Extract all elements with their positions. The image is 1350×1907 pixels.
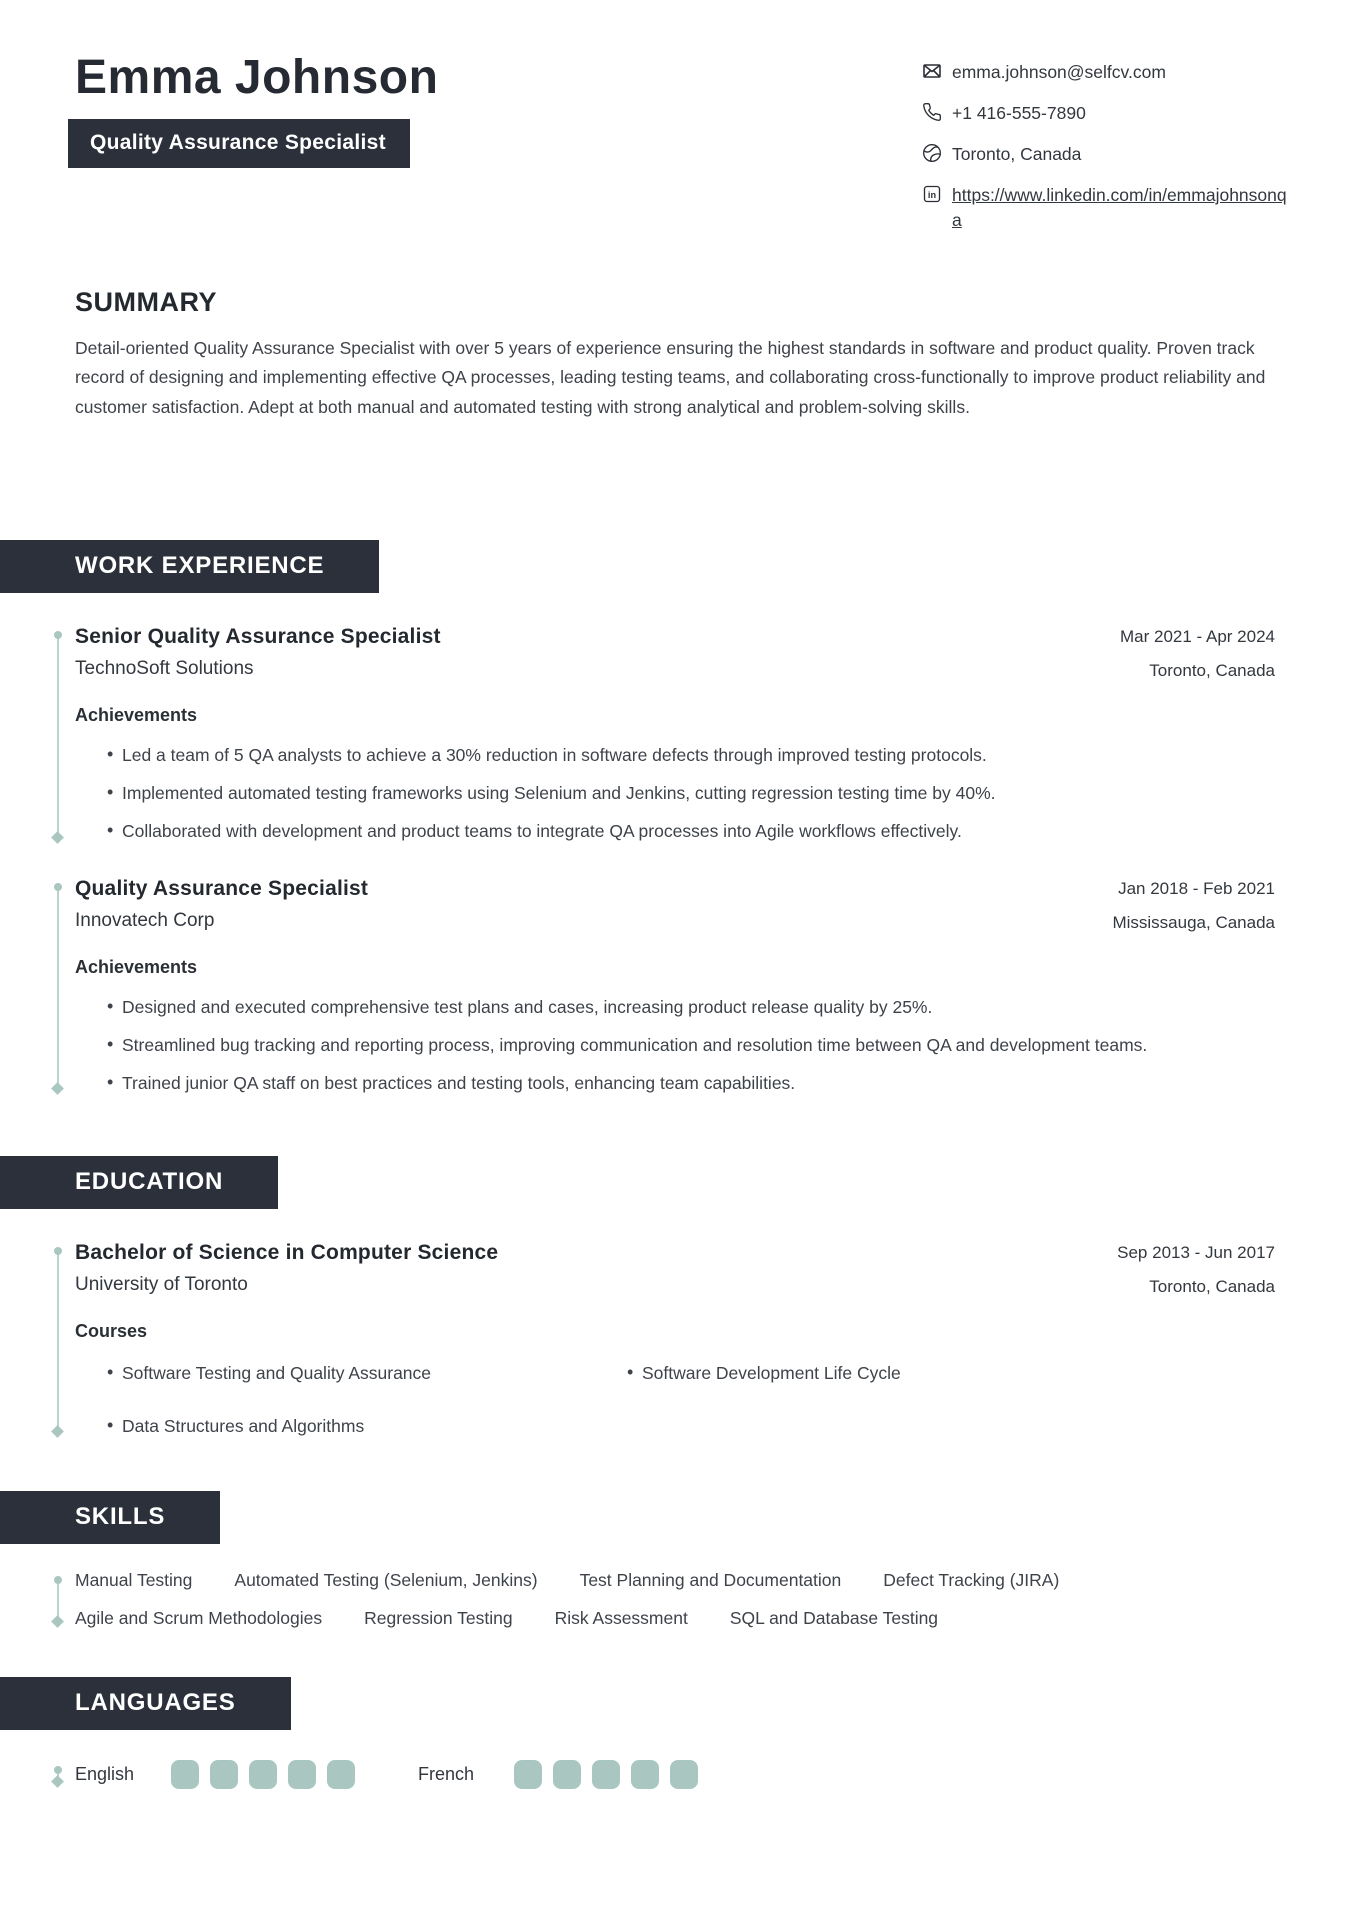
education-entry-head (75, 1241, 1275, 1297)
timeline-marker (57, 635, 59, 837)
education-dates: Sep 2013 - Jun 2017 (1117, 1243, 1275, 1263)
svg-text:in: in (927, 189, 937, 200)
skill-item: SQL and Database Testing (729, 1607, 939, 1628)
summary-text: Detail-oriented Quality Assurance Specialist with over 5 years of experience ensuring the highest standards in software and product quality. Proven track record of designing and implementing effective QA processes, leading testing teams, and collaborating cross-functionally to improve product reliability and customer satisfaction. Adept at both manual and automated testing with strong analytical and problem-solving skills. (75, 337, 1266, 417)
language-level-french (514, 1760, 709, 1789)
job-dates: Jan 2018 - Feb 2021 (1118, 878, 1275, 898)
phone-icon (922, 101, 952, 127)
globe-icon (922, 142, 952, 168)
skill-item: Risk Assessment (554, 1607, 688, 1628)
degree-title: Bachelor of Science in Computer Science (75, 1241, 499, 1265)
school-name: University of Toronto (75, 1274, 248, 1296)
achievement-item: • Collaborated with development and product teams to integrate QA processes into Agile workflows effectively. (75, 818, 1272, 844)
achievements-label: Achievements (75, 704, 198, 725)
work-experience-heading: WORK EXPERIENCE (0, 540, 379, 593)
job-title-badge: Quality Assurance Specialist (68, 119, 410, 168)
language-level-square (514, 1760, 542, 1789)
contact-list (922, 52, 1290, 249)
skill-item: Agile and Scrum Methodologies (75, 1607, 323, 1628)
skills-row-2 (75, 1608, 1275, 1629)
skills-block (57, 1570, 1275, 1629)
achievements-label: Achievements (75, 956, 198, 977)
achievement-item: • Led a team of 5 QA analysts to achieve a 30% reduction in software defects through improved testing protocols. (75, 742, 1272, 768)
skills-row-1 (75, 1570, 1275, 1591)
language-level-square (288, 1760, 316, 1789)
contact-phone-row (922, 101, 1290, 127)
header (0, 0, 1350, 249)
achievements-list (75, 994, 1275, 1097)
job-company: Innovatech Corp (75, 909, 215, 931)
job-company: TechnoSoft Solutions (75, 657, 254, 679)
skill-item: Manual Testing (75, 1569, 193, 1590)
work-entry-2 (57, 877, 1275, 1097)
job-title: Quality Assurance Specialist (75, 876, 369, 900)
achievements-list (75, 742, 1275, 845)
language-level-square (553, 1760, 581, 1789)
contact-email-row (922, 60, 1290, 86)
job-location: Toronto, Canada (1149, 660, 1275, 680)
timeline-marker (57, 887, 59, 1089)
summary-section (75, 287, 1275, 422)
timeline-marker (57, 1251, 59, 1431)
language-level-square (631, 1760, 659, 1789)
language-level-square (210, 1760, 238, 1789)
header-identity (75, 52, 438, 249)
language-level-square (327, 1760, 355, 1789)
education-heading: EDUCATION (0, 1156, 278, 1209)
work-entry-2-right (1112, 877, 1275, 933)
skill-item: Automated Testing (Selenium, Jenkins) (234, 1569, 538, 1590)
skill-item: Defect Tracking (JIRA) (883, 1569, 1060, 1590)
course-item: • Software Testing and Quality Assurance (75, 1360, 595, 1386)
person-name: Emma Johnson (75, 51, 439, 104)
education-entry-right (1117, 1241, 1275, 1297)
languages-heading: LANGUAGES (0, 1677, 291, 1730)
courses-label: Courses (75, 1321, 148, 1342)
work-entry-2-head (75, 877, 1275, 933)
languages-block (57, 1760, 1275, 1789)
linkedin-icon (922, 183, 952, 209)
envelope-icon (922, 60, 952, 86)
achievement-item: • Streamlined bug tracking and reporting process, improving communication and resolution time between QA and development teams. (75, 1032, 1272, 1058)
skills-heading: SKILLS (0, 1491, 220, 1544)
contact-phone-text: +1 416-555-7890 (952, 103, 1086, 123)
timeline-marker (57, 1770, 59, 1781)
job-location: Mississauga, Canada (1112, 912, 1275, 932)
course-item: • Data Structures and Algorithms (75, 1413, 595, 1439)
education-location: Toronto, Canada (1149, 1277, 1275, 1297)
language-level-square (670, 1760, 698, 1789)
contact-location-text: Toronto, Canada (952, 144, 1082, 164)
achievement-item: • Designed and executed comprehensive test plans and cases, increasing product release quality by 25%. (75, 994, 1272, 1020)
job-title: Senior Quality Assurance Specialist (75, 624, 441, 648)
contact-email-text: emma.johnson@selfcv.com (952, 62, 1166, 82)
language-level-square (592, 1760, 620, 1789)
linkedin-link[interactable]: https://www.linkedin.com/in/emmajohnsonqa (952, 185, 1287, 231)
work-entry-2-left (75, 877, 368, 932)
work-entry-1 (57, 625, 1275, 845)
language-level-square (171, 1760, 199, 1789)
course-item: • Software Development Life Cycle (595, 1360, 1275, 1386)
contact-location-row (922, 142, 1290, 168)
skill-item: Test Planning and Documentation (579, 1569, 842, 1590)
education-entry (57, 1241, 1275, 1439)
language-name: French (418, 1763, 475, 1784)
contact-linkedin-row (922, 183, 1290, 234)
achievement-item: • Trained junior QA staff on best practices and testing tools, enhancing team capabilities. (75, 1070, 1272, 1096)
language-french (418, 1760, 709, 1789)
summary-heading: SUMMARY (75, 286, 217, 317)
language-level-english (171, 1760, 366, 1789)
achievement-item: • Implemented automated testing frameworks using Selenium and Jenkins, cutting regression testing time by 40%. (75, 780, 1272, 806)
education-entry-left (75, 1241, 498, 1296)
job-dates: Mar 2021 - Apr 2024 (1120, 626, 1275, 646)
language-level-square (249, 1760, 277, 1789)
timeline-marker (57, 1580, 59, 1621)
work-entry-1-left (75, 625, 441, 680)
language-name: English (75, 1763, 135, 1784)
work-entry-1-right (1120, 625, 1275, 681)
work-entry-1-head (75, 625, 1275, 681)
language-english (75, 1760, 366, 1789)
skill-item: Regression Testing (364, 1607, 513, 1628)
courses-list (75, 1360, 1275, 1439)
